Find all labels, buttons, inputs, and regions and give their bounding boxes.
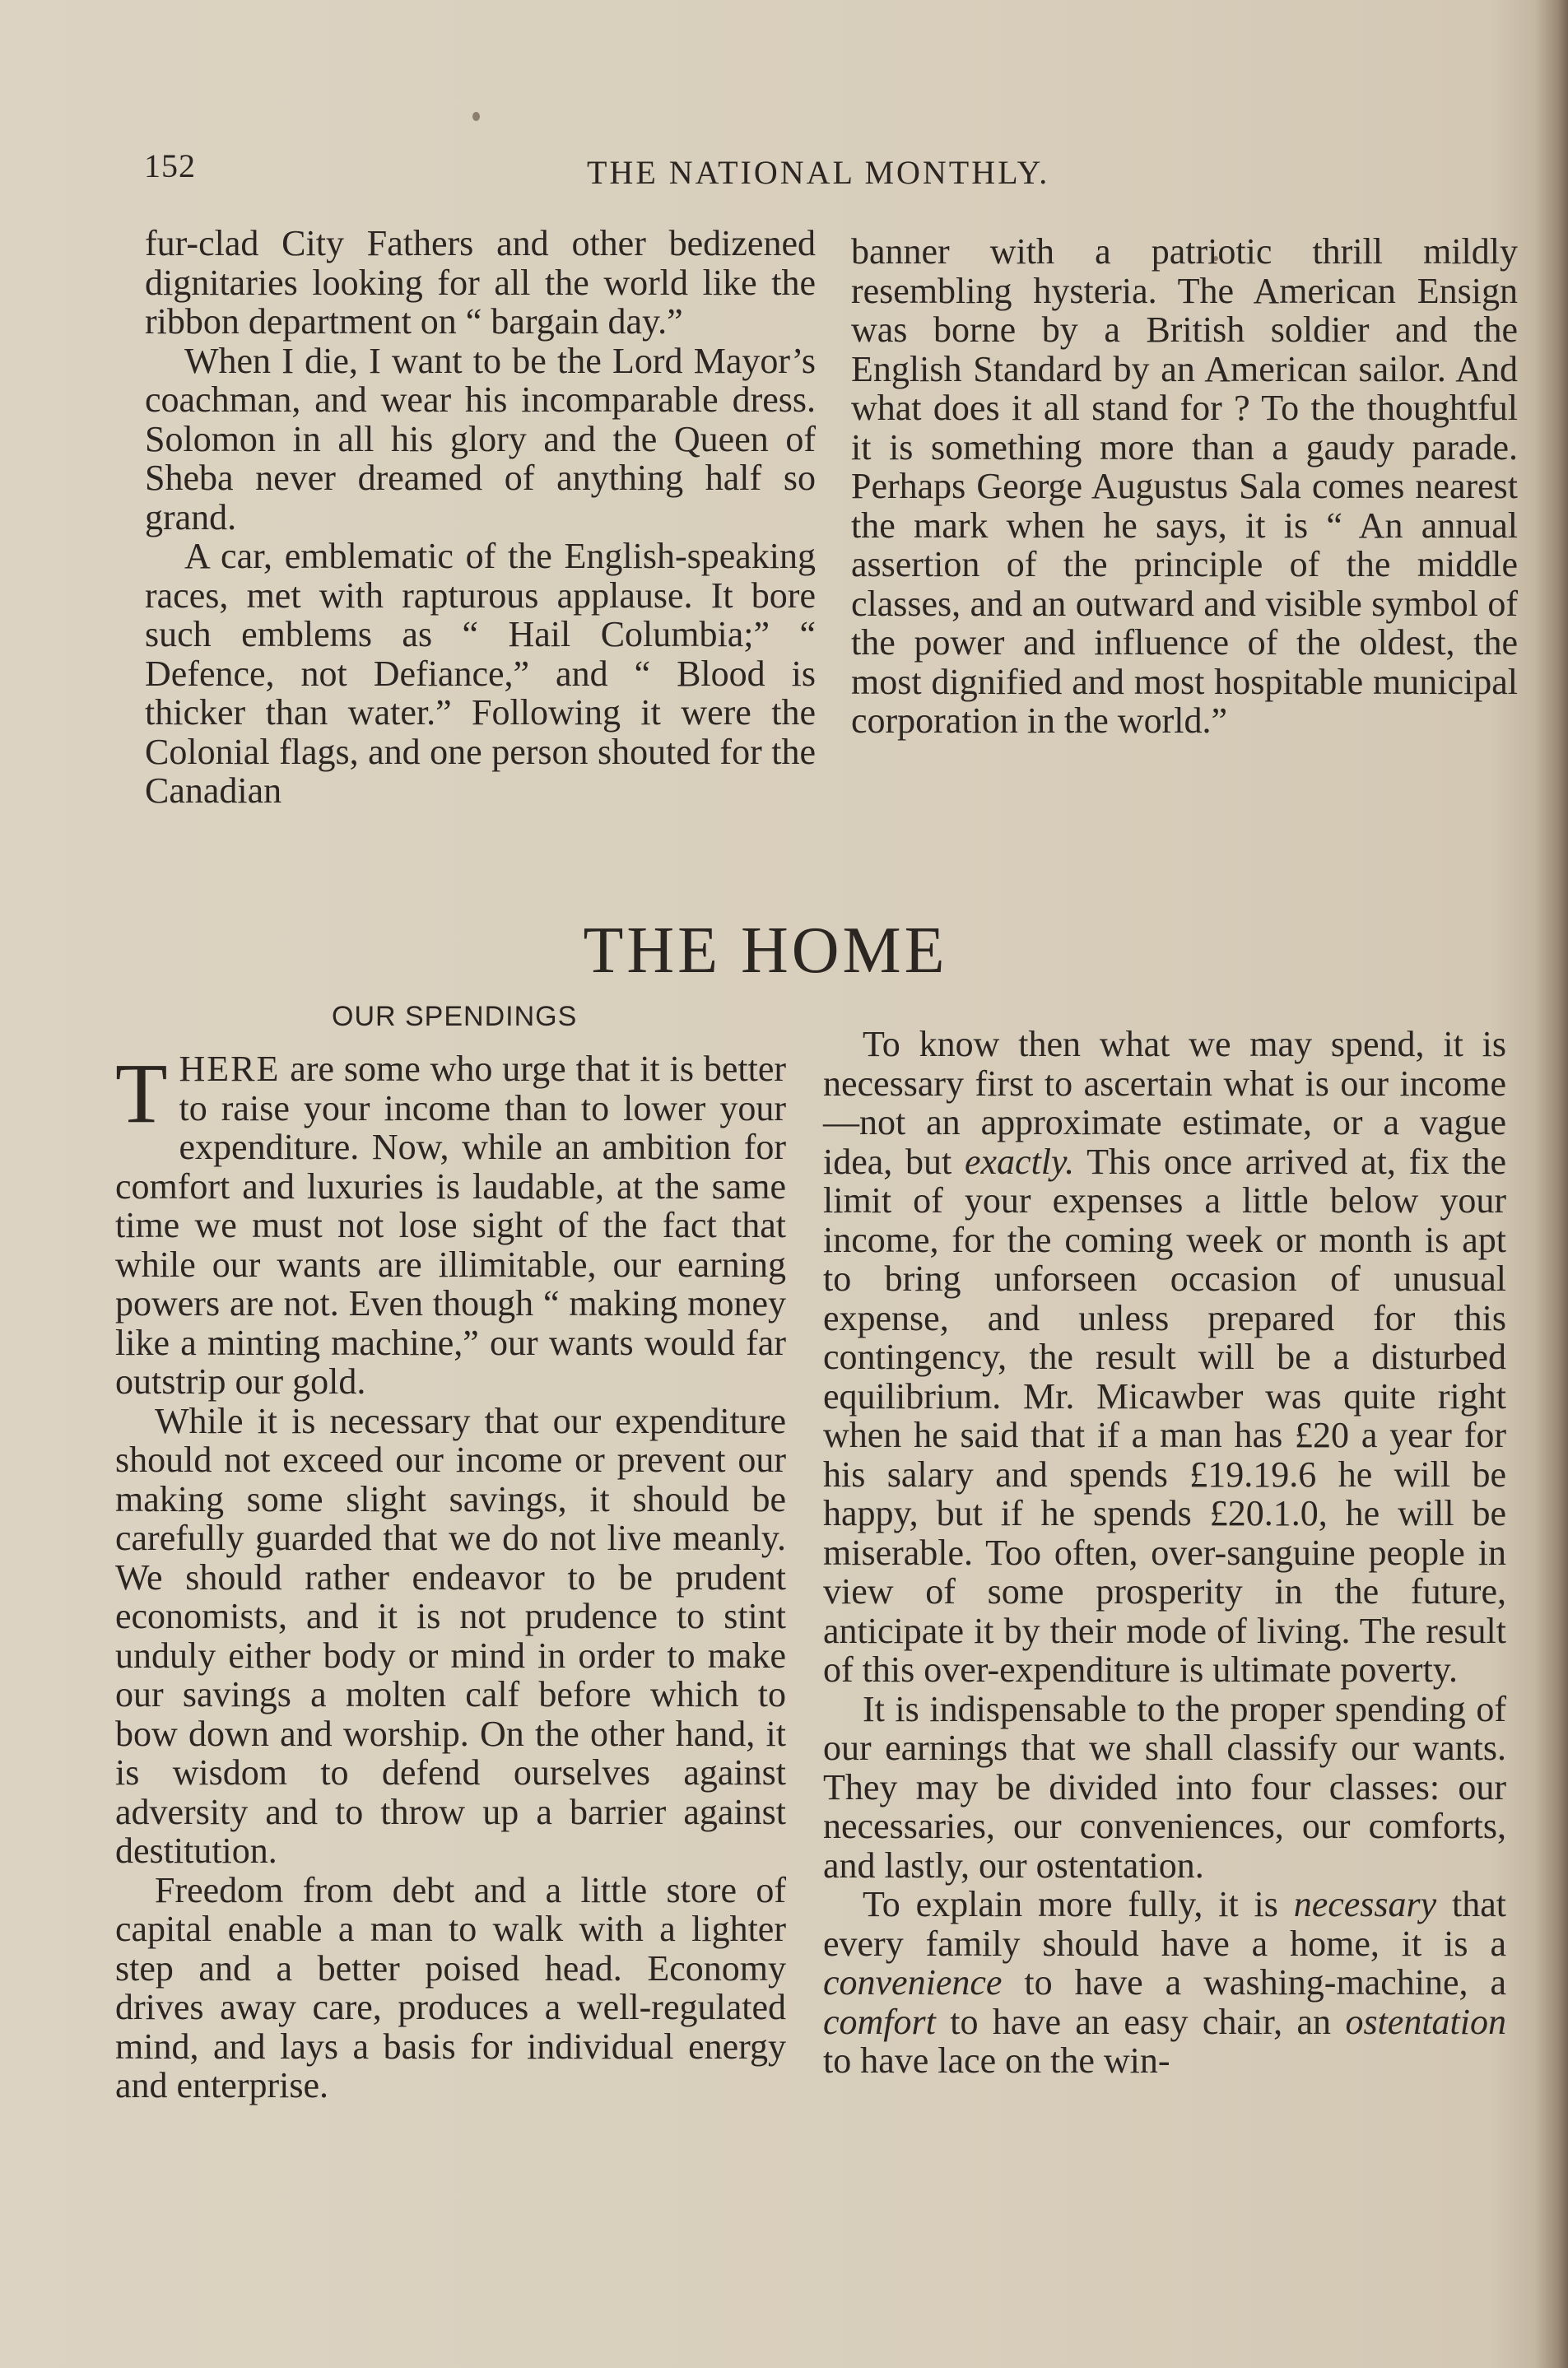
running-head <box>144 147 1543 196</box>
page-edge-shadow <box>1535 0 1568 2368</box>
text-run: To explain more fully, it is <box>863 1884 1294 1924</box>
section-title: THE HOME <box>583 914 948 987</box>
paragraph: fur-clad City Fathers and other bedizened dignitaries looking for all the world like the ribbon department on “ bargain day.” <box>145 223 816 342</box>
text-run: to have an easy chair, an <box>935 2001 1346 2042</box>
emphasis: necessary <box>1293 1884 1437 1924</box>
emphasis: ostentation <box>1345 2001 1506 2042</box>
text-run: This once arrived at, fix the limit of your expenses a little below your income, for the coming week or month is apt to bring unforseen occasion of unusual expense, and unless prepared for this contingency, the result will be a disturbed equilibrium. Mr. Micawber was quite right when he said that if a man has £20 a year for his salary and spends £19.19.6 he will be happy, but if he spends £20.1.0, he will be miserable. Too often, over-sanguine people in view of some prosperity in the future, anticipate it by their mode of living. The result of this over-expenditure is ultimate poverty. <box>823 1141 1506 1690</box>
text-run: To know then what we may spend, it is necessary first to ascertain what is our income—not an approximate estimate, or a vague idea, but <box>823 1024 1506 1182</box>
paragraph: When I die, I want to be the Lord Mayor’s coachman, and wear his incomparable dress. Solomon in all his glory and the Queen of Sheba never dreamed of anything half so grand. <box>145 340 816 537</box>
emphasis: convenience <box>823 1962 1003 2003</box>
text-run: to have lace on the win- <box>823 2040 1170 2081</box>
top-left-column <box>145 224 816 811</box>
paragraph: banner with a patriotic thrill mildly resembling hysteria. The American Ensign was borne by a British soldier and the English Standard by an American sailor. And what does it all stand for ? To the thoughtful it is something more than a gaudy parade. Perhaps George Augustus Sala comes nearest the mark when he says, it is “ An annual assertion of the principle of the middle classes, and an outward and visible symbol of the power and influence of the oldest, the most dignified and most hospitable municipal corporation in the world.” <box>851 231 1518 741</box>
emphasis: exactly. <box>964 1141 1075 1182</box>
paragraph: While it is necessary that our expenditure should not exceed our income or prevent our making some slight savings, it should be carefully guarded that we do not live meanly. We should rather endeavor to be prudent economists, and it is not prudence to stint unduly either body or mind in order to make our savings a molten calf before which to bow down and worship. On the other hand, it is wisdom to defend ourselves against adversity and to throw up a barrier against destitution. <box>115 1400 786 1871</box>
page-number: 152 <box>144 147 196 184</box>
article-subheading: OUR SPENDINGS <box>332 1001 578 1032</box>
text-run: to have a washing-machine, a <box>1002 1962 1506 2003</box>
paragraph: A car, emblematic of the English-speaking races, met with rapturous applause. It bore such emblems as “ Hail Columbia;” “ Defence, not Defiance,” and “ Blood is thicker than water.” Following it were the Colonial flags, and one person shouted for the Canadian <box>145 536 816 811</box>
ink-speck <box>472 112 480 121</box>
paragraph <box>823 1025 1506 1690</box>
paragraph: Freedom from debt and a little store of capital enable a man to walk with a lighter step and a better poised head. Economy drives away care, produces a well-regulated mind, and lays a basis for individual energy and enterprise. <box>115 1869 786 2105</box>
home-left-column <box>115 1046 786 2105</box>
first-word: HERE <box>179 1049 281 1089</box>
paragraph <box>823 1885 1506 2081</box>
home-right-column <box>823 1025 1506 2081</box>
text-run: that every family should have a home, it is a <box>823 1884 1507 1964</box>
paragraph: It is indispensable to the proper spending of our earnings that we shall classify our wants. They may be divided into four classes: our necessaries, our conveniences, our comforts, and lastly, our ostentation. <box>823 1688 1506 1886</box>
opening-paragraph <box>115 1046 786 1402</box>
drop-cap: T <box>115 1046 168 1141</box>
opening-text: are some who urge that it is better to raise your income than to lower your expenditure. Now, while an ambition for comfort and luxuries is laudable, at the same time we must not lose sight of the fact that while our wants are illimitable, our earning powers are not. Even though “ making money like a minting machine,” our wants would far outstrip our gold. <box>115 1049 786 1402</box>
emphasis: comfort <box>823 2001 936 2042</box>
journal-title: THE NATIONAL MONTHLY. <box>587 154 1050 191</box>
top-right-column <box>851 232 1518 741</box>
